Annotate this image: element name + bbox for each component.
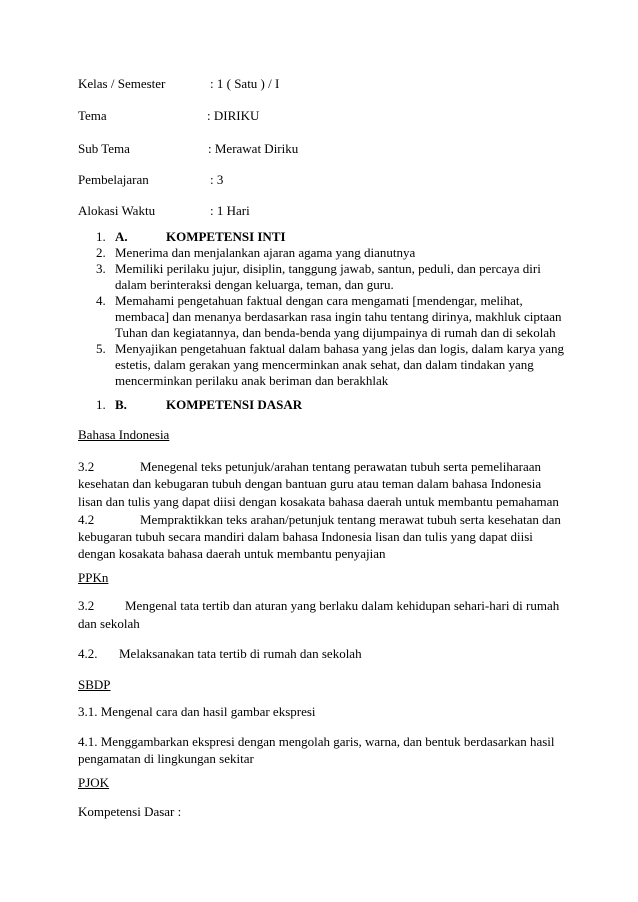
subtema-label: Sub Tema — [78, 141, 130, 156]
kelas-label: Kelas / Semester — [78, 76, 166, 91]
list-number: 1. — [96, 229, 106, 244]
list-number: 4. — [96, 293, 106, 308]
section-heading-ki: KOMPETENSI INTI — [166, 229, 286, 244]
kd-text-line: kesehatan dan kebugaran tubuh dengan bantuan guru atau teman dalam bahasa Indonesia — [78, 476, 542, 491]
list-number: 3. — [96, 261, 106, 276]
alokasi-value: : 1 Hari — [210, 203, 250, 218]
kd-text-line: dan sekolah — [78, 616, 140, 631]
list-item-line: Memiliki perilaku jujur, disiplin, tanggung jawab, santun, peduli, dan percaya diri — [115, 261, 541, 276]
kd-number: 3.2 — [78, 459, 95, 474]
list-item-line: membaca] dan menanya berdasarkan rasa ingin tahu tentang dirinya, makhluk ciptaan — [115, 309, 562, 324]
list-item-line: estetis, dalam gerakan yang mencerminkan anak sehat, dan dalam tindakan yang — [115, 357, 534, 372]
kd-text-line: 3.1. Mengenal cara dan hasil gambar ekspresi — [78, 704, 316, 719]
kd-text-line: pengamatan di lingkungan sekitar — [78, 751, 254, 766]
kd-number: 3.2 — [78, 598, 95, 613]
section-letter: B. — [115, 397, 127, 412]
subtema-value: : Merawat Diriku — [208, 141, 299, 156]
alokasi-label: Alokasi Waktu — [78, 203, 156, 218]
tema-value: : DIRIKU — [207, 108, 260, 123]
kd-text-line: lisan dan tulis yang dapat diisi dengan kosakata bahasa daerah untuk membantu pemahaman — [78, 494, 559, 509]
kd-text-line: Mempraktikkan teks arahan/petunjuk tentang merawat tubuh serta kesehatan dan — [140, 512, 561, 527]
kd-number: 4.2. — [78, 646, 98, 661]
kelas-value: : 1 ( Satu ) / I — [210, 76, 280, 91]
subject-heading-bahasa: Bahasa Indonesia — [78, 427, 170, 442]
subject-heading-pjok: PJOK — [78, 775, 110, 790]
section-heading-kd: KOMPETENSI DASAR — [166, 397, 303, 412]
list-item-line: Menyajikan pengetahuan faktual dalam bahasa yang jelas dan logis, dalam karya yang — [115, 341, 565, 356]
kompetensi-dasar-label: Kompetensi Dasar : — [78, 804, 182, 819]
pembelajaran-value: : 3 — [210, 172, 224, 187]
kd-number: 4.2 — [78, 512, 95, 527]
pembelajaran-label: Pembelajaran — [78, 172, 149, 187]
section-letter: A. — [115, 229, 128, 244]
list-number: 1. — [96, 397, 106, 412]
kd-text-line: 4.1. Menggambarkan ekspresi dengan mengolah garis, warna, dan bentuk berdasarkan hasil — [78, 734, 555, 749]
list-number: 5. — [96, 341, 106, 356]
subject-heading-sbdp: SBDP — [78, 677, 111, 692]
list-item-line: dalam berinteraksi dengan keluarga, teman, dan guru. — [115, 277, 394, 292]
kd-text-line: Mengenal tata tertib dan aturan yang berlaku dalam kehidupan sehari-hari di rumah — [125, 598, 560, 613]
list-item: Menerima dan menjalankan ajaran agama yang dianutnya — [115, 245, 416, 260]
kd-text-line: Melaksanakan tata tertib di rumah dan sekolah — [119, 646, 362, 661]
kd-text-line: dengan kosakata bahasa daerah untuk membantu penyajian — [78, 546, 386, 561]
tema-label: Tema — [78, 108, 107, 123]
list-item-line: Memahami pengetahuan faktual dengan cara mengamati [mendengar, melihat, — [115, 293, 523, 308]
list-item-line: Tuhan dan kegiatannya, dan benda-benda yang dijumpainya di rumah dan di sekolah — [115, 325, 556, 340]
kd-text-line: Menegenal teks petunjuk/arahan tentang perawatan tubuh serta pemeliharaan — [140, 459, 542, 474]
kd-text-line: kebugaran tubuh secara mandiri dalam bahasa Indonesia lisan dan tulis yang dapat diisi — [78, 529, 533, 544]
subject-heading-ppkn: PPKn — [78, 570, 109, 585]
list-number: 2. — [96, 245, 106, 260]
list-item-line: mencerminkan perilaku anak beriman dan berakhlak — [115, 373, 389, 388]
